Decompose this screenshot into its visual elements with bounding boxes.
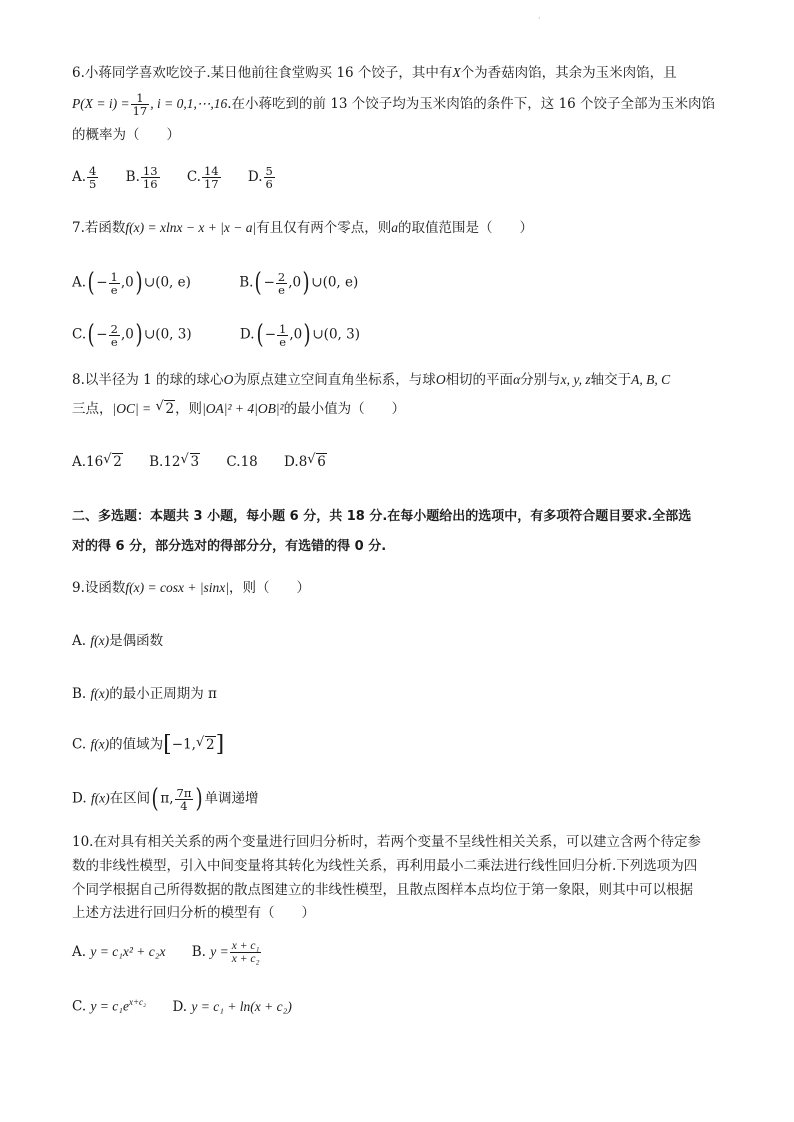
- q8-oc-rad: 2: [165, 401, 175, 417]
- q7-line1: [72, 218, 533, 238]
- q8-oc-sqrt: [155, 399, 175, 419]
- q6-var-x: X: [452, 65, 461, 80]
- option-label: C.: [72, 998, 87, 1015]
- q8-expr: |OA|² + 4|OB|²: [202, 401, 284, 416]
- option-label: A.: [72, 169, 87, 185]
- q8-text-h: 的最小值为（ ）: [283, 401, 406, 417]
- option-num: 2: [277, 269, 286, 284]
- option-label: B.: [72, 686, 87, 702]
- page-mark: ·: [538, 14, 541, 23]
- section2-line1: 二、多选题：本题共 3 小题，每小题 6 分，共 18 分.在每小题给出的选项中，有多项符合题目要求.全部选: [72, 509, 692, 524]
- option-text: 的值域为: [109, 736, 164, 753]
- q10-line4: 上述方法进行回归分析的模型有（ ）: [72, 905, 315, 921]
- q7-option-a: A.( − $\frac{1}{e}$ ,0) ∪(0, e): [72, 268, 191, 298]
- q8-text-b: 为原点建立空间直角坐标系，与球: [233, 372, 436, 388]
- option-label: A.: [72, 633, 87, 649]
- q6-option-c: [187, 165, 222, 190]
- q6-text-b: 个为香菇肉馅，其余为玉米肉馅，且: [460, 65, 677, 81]
- q8-var-alpha: α: [513, 372, 521, 387]
- q6-option-d: [248, 165, 276, 190]
- option-coef: 12: [163, 454, 181, 470]
- q7-var-a: a: [391, 220, 398, 235]
- q7-options-row1: [72, 270, 358, 296]
- option-label: B.: [191, 944, 206, 960]
- option-den: e: [110, 334, 118, 349]
- option-expr: y = c₁e: [90, 998, 129, 1014]
- option-expr: y = c₁x² + c₂x: [90, 944, 166, 959]
- option-tail: ∪(0, e): [143, 274, 191, 291]
- q8-points: A, B, C: [631, 372, 671, 387]
- option-tail: 单调递增: [204, 790, 259, 807]
- q8-option-a: [72, 452, 123, 472]
- option-range-lo: π,: [160, 790, 174, 807]
- option-den: 6: [265, 177, 273, 191]
- q8-line2: [72, 399, 405, 419]
- option-func: f(x): [90, 790, 110, 806]
- option-func: f(x): [90, 633, 110, 648]
- option-tail: ∪(0, 3): [312, 326, 360, 343]
- q7-text-b: 有且仅有两个零点，则: [256, 220, 392, 236]
- option-num: 14: [203, 164, 219, 178]
- option-expr: y = c₁ + ln(x + c₂): [191, 998, 292, 1014]
- option-label: D.: [247, 169, 263, 185]
- option-tail: ∪(0, 3): [143, 326, 192, 343]
- option-num: 2: [110, 321, 118, 336]
- q6-prob-lhs: P(X = i) =: [72, 96, 130, 111]
- q7-text-a: 7.若函数: [72, 220, 126, 236]
- q10-options-row2: [72, 992, 292, 1017]
- option-label: B.: [149, 454, 164, 470]
- q8-axes: x, y, z: [560, 372, 591, 387]
- option-tail: ∪(0, e): [311, 274, 359, 291]
- option-exponent: x+c₂: [128, 997, 147, 1007]
- q6-option-b: [126, 165, 161, 190]
- option-num: 4: [89, 164, 97, 178]
- q6-prob-den: 17: [132, 104, 148, 118]
- q10-option-b: [192, 940, 263, 965]
- option-label: B.: [239, 274, 254, 291]
- option-den: e: [110, 282, 118, 297]
- q10-option-d: [172, 997, 291, 1017]
- q9-stem: [72, 578, 310, 598]
- option-label: A.: [72, 274, 87, 291]
- q8-text-d: 分别与: [520, 372, 561, 388]
- option-lhs: y =: [210, 944, 229, 959]
- q6-prob-frac: [131, 92, 150, 117]
- option-label: C.: [72, 736, 87, 753]
- option-den: e: [279, 334, 287, 349]
- option-label: C.: [226, 454, 241, 470]
- q8-text-e: 轴交于: [590, 372, 632, 388]
- option-den: e: [278, 282, 285, 297]
- q6-prob-num: 1: [131, 92, 150, 105]
- q8-line1: [72, 370, 670, 390]
- option-den: 16: [142, 177, 158, 191]
- q8-option-b: [149, 452, 200, 472]
- option-num: x + c₁: [231, 940, 260, 952]
- option-coef: 16: [86, 454, 104, 470]
- q7-func: f(x) = xlnx − x + |x − a|: [125, 220, 257, 235]
- option-range-a: −1,: [171, 736, 196, 753]
- option-label: D.: [172, 998, 188, 1015]
- q7-option-c: C.( − $\frac{2}{e}$ ,0) ∪(0, 3): [72, 320, 192, 350]
- option-den: 17: [203, 177, 219, 191]
- q6-option-a: [72, 165, 99, 190]
- q10-options-row1: [72, 940, 262, 965]
- option-func: f(x): [90, 736, 110, 752]
- q7-text-c: 的取值范围是（ ）: [397, 220, 533, 236]
- q8-option-c: [226, 452, 257, 472]
- q7-option-b: B.( − $\frac{2}{e}$ ,0) ∪(0, e): [239, 268, 359, 298]
- q6-text-c: .在小蒋吃到的前 13 个饺子均为玉米肉馅的条件下，这 16 个饺子全部为玉米肉馅: [227, 96, 716, 112]
- option-num: 13: [142, 164, 158, 178]
- option-num: 1: [110, 269, 118, 284]
- q8-text-g: ，则: [175, 401, 203, 417]
- option-label: B.: [125, 169, 140, 185]
- q10-line3: 个同学根据自己所得数据的散点图建立的非线性模型，且散点图样本点均位于第一象限，则其中可以根据: [72, 882, 693, 898]
- q10-line1: 10.在对具有相关关系的两个变量进行回归分析时，若两个变量不呈线性相关关系，可以建立含两个待定参: [72, 834, 701, 850]
- q7-options-row2: [72, 322, 360, 348]
- option-den: 4: [180, 798, 188, 813]
- q6-text-a: 6.小蒋同学喜欢吃饺子.某日他前往食堂购买 16 个饺子，其中有: [72, 65, 453, 81]
- q8-options: [72, 452, 327, 472]
- option-label: D.: [284, 454, 299, 470]
- q6-line3: [72, 125, 180, 145]
- q6-text-d: 的概率为（ ）: [72, 127, 180, 143]
- option-label: D.: [239, 326, 255, 343]
- option-rad: 2: [113, 454, 122, 470]
- option-func: f(x): [90, 686, 110, 701]
- q8-var-o: O: [223, 372, 234, 387]
- option-label: C.: [72, 326, 87, 343]
- q8-text-f: 三点，: [72, 401, 113, 417]
- option-rad: 6: [317, 454, 326, 470]
- q9-option-c: C. f(x)的值域为[−1,√ 2]: [72, 734, 224, 756]
- q8-text-c: 相切的平面: [445, 372, 514, 388]
- option-num: 5: [265, 164, 273, 178]
- option-label: A.: [72, 454, 87, 470]
- option-den: 5: [89, 177, 97, 191]
- option-label: C.: [186, 169, 201, 185]
- option-text: 18: [240, 454, 258, 470]
- q8-oc: |OC| =: [112, 401, 152, 416]
- q9-option-b: [72, 684, 217, 704]
- q8-option-d: [284, 452, 327, 472]
- q9-text-b: ，则（ ）: [229, 580, 311, 596]
- option-num: 1: [279, 321, 287, 336]
- q9-text-a: 9.设函数: [72, 580, 126, 596]
- option-coef: 8: [298, 454, 308, 470]
- q9-func: f(x) = cosx + |sinx|: [125, 580, 230, 595]
- option-den: x + c₂: [231, 953, 260, 965]
- option-text: 的最小正周期为 π: [109, 686, 217, 702]
- section2-line2: 对的得 6 分，部分选对的得部分分，有选错的得 0 分.: [72, 539, 387, 554]
- q10-option-a: [72, 942, 165, 962]
- option-text: 在区间: [109, 790, 151, 807]
- option-rad: 2: [205, 736, 215, 753]
- option-label: D.: [72, 790, 87, 807]
- q8-text-a: 8.以半径为 1 的球的球心: [72, 372, 224, 388]
- q9-option-d: D. f(x)在区间( π, $\frac{7\pi}{4}$ ) 单调递增: [72, 784, 259, 814]
- q6-options: [72, 165, 276, 190]
- q6-line1: [72, 63, 677, 83]
- q6-line2: [72, 92, 715, 117]
- q10-line2: 数的非线性模型，引入中间变量将其转化为线性关系，再利用最小二乘法进行线性回归分析.下列选项为四: [72, 858, 698, 874]
- option-label: A.: [72, 944, 87, 960]
- q10-option-c: [72, 992, 146, 1017]
- option-num: 7π: [176, 785, 192, 800]
- q9-option-a: [72, 631, 163, 651]
- q6-prob-range: , i = 0,1,⋯,16: [150, 96, 228, 111]
- option-rad: 3: [190, 454, 200, 470]
- option-text: 是偶函数: [109, 633, 164, 649]
- q8-var-o2: O: [435, 372, 446, 387]
- q7-option-d: D.( − $\frac{1}{e}$ ,0) ∪(0, 3): [239, 320, 360, 350]
